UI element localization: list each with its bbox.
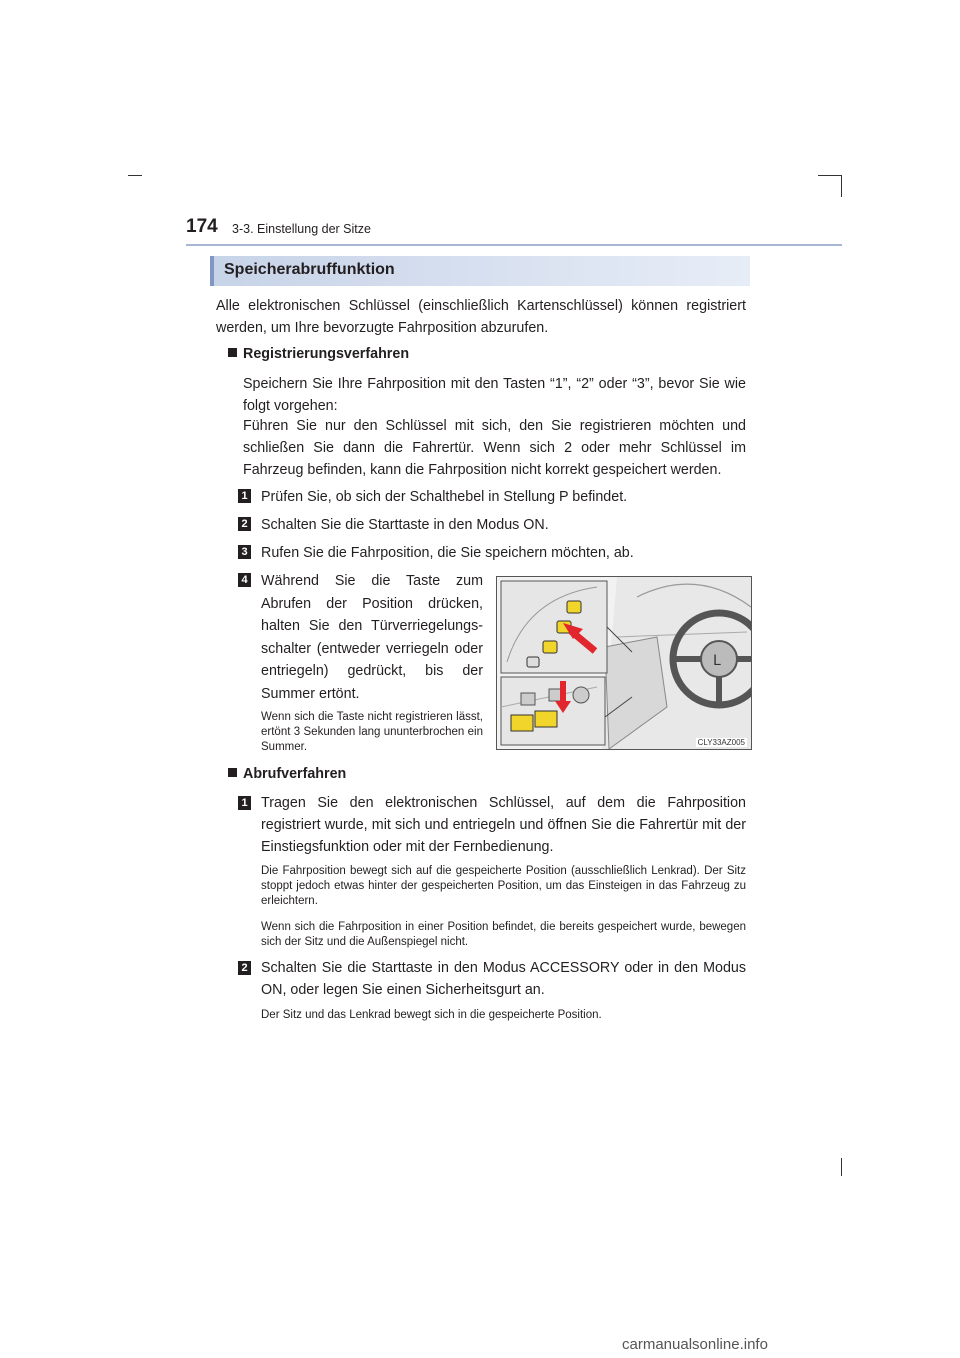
- registration-para-2: Führen Sie nur den Schlüssel mit sich, den Sie registrieren möchten und schließen Sie dann die Fahrertür. Wenn sich 2 oder mehr Schlüssel im Fahrzeug befinden, kann die Fahrposition nicht korrekt gespeichert werden.: [243, 418, 746, 478]
- step-text: Rufen Sie die Fahrposition, die Sie speichern möchten, ab.: [261, 545, 634, 561]
- step-text: Während Sie die Taste zum Abrufen der Position drücken, halten Sie den Türverriegelungs-schalter (entweder verriegeln oder entriegeln) gedrückt, bis der Summer ertönt.: [261, 573, 483, 702]
- recall-heading: [228, 766, 346, 782]
- step-text: Tragen Sie den elektronischen Schlüssel, auf dem die Fahrposition registriert wurde, mit sich und entriegeln und öffnen Sie die Fahrertür mit der Einstiegsfunktion oder mit der Fernbedienung.: [261, 795, 746, 855]
- registration-para-1: Speichern Sie Ihre Fahrposition mit den Tasten “1”, “2” oder “3”, bevor Sie wie folgt vorgehen:: [243, 376, 746, 414]
- recall-note-2: Wenn sich die Fahrposition in einer Position befindet, die bereits gespeichert wurde, bewegen sich der Sitz und die Außenspiegel nicht.: [261, 921, 746, 948]
- door-switch-illustration: [496, 576, 752, 750]
- recall-note-1: Die Fahrposition bewegt sich auf die gespeicherte Position (ausschließlich Lenkrad). Der Sitz stoppt jedoch etwas hinter der gespeicherten Position, um das Einsteigen in das Fahrzeug zu erleichtern.: [261, 865, 746, 907]
- title-bar-accent: [210, 256, 214, 286]
- section-title: Speicherabruffunktion: [224, 261, 395, 278]
- square-bullet-icon: [228, 348, 237, 357]
- step-badge: 1: [238, 796, 251, 810]
- registration-heading-text: Registrierungsverfahren: [243, 346, 410, 362]
- step-badge: 1: [238, 489, 251, 503]
- crop-mark-top-right: [818, 175, 842, 176]
- figure-code: CLY33AZ005: [697, 738, 745, 747]
- registration-note: Wenn sich die Taste nicht registrieren lässt, ertönt 3 Sekunden lang ununterbrochen ein Summer.: [261, 711, 483, 753]
- header-rule: [186, 244, 842, 246]
- step-badge: 2: [238, 961, 251, 975]
- step-text: Schalten Sie die Starttaste in den Modus ACCESSORY oder in den Modus ON, oder legen Sie einen Sicherheitsgurt an.: [261, 960, 746, 998]
- recall-note-3: Der Sitz und das Lenkrad bewegt sich in die gespeicherte Position.: [261, 1009, 602, 1021]
- section-title-bar: [210, 256, 750, 286]
- step-text: Prüfen Sie, ob sich der Schalthebel in Stellung P befindet.: [261, 489, 628, 505]
- crop-mark-bottom-right: [841, 1158, 842, 1176]
- section-label: 3-3. Einstellung der Sitze: [232, 222, 371, 236]
- step-badge: 3: [238, 545, 251, 559]
- crop-mark-top-right-vertical: [841, 175, 842, 197]
- step-badge: 2: [238, 517, 251, 531]
- recall-heading-text: Abrufverfahren: [243, 766, 347, 782]
- step-text: Schalten Sie die Starttaste in den Modus ON.: [261, 517, 549, 533]
- registration-heading: [228, 346, 409, 362]
- crop-mark-top-left: [128, 175, 142, 176]
- step-badge: 4: [238, 573, 251, 587]
- door-switch-illustration-svg: [497, 577, 751, 749]
- page-number: 174: [186, 216, 218, 237]
- watermark: carmanualsonline.info: [622, 1336, 768, 1353]
- svg-text:L: L: [713, 653, 721, 669]
- intro-paragraph: Alle elektronischen Schlüssel (einschließlich Kartenschlüssel) können registriert werden, um Ihre bevorzugte Fahrposition abzurufen.: [216, 298, 746, 336]
- square-bullet-icon: [228, 768, 237, 777]
